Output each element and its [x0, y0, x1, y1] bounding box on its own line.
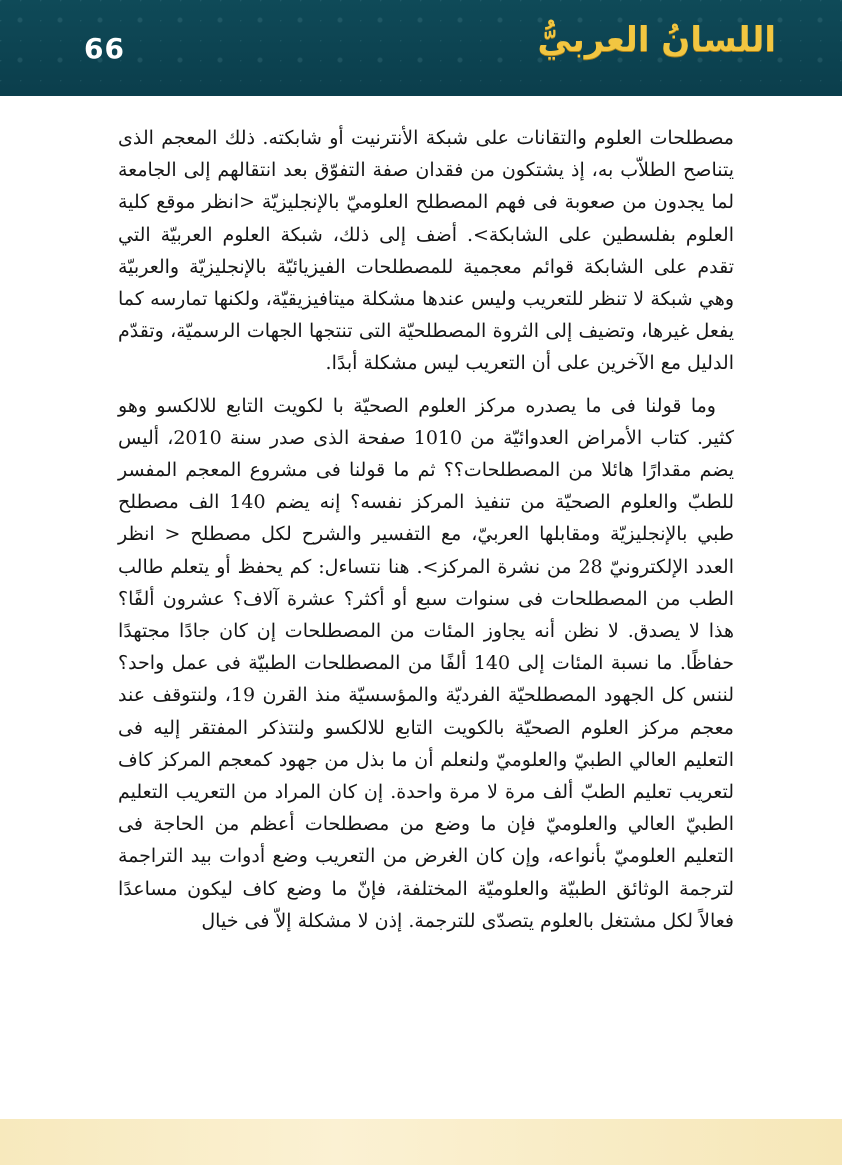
page-number: 66	[84, 32, 125, 65]
paragraph-2: وما قولنا فى ما يصدره مركز العلوم الصحيّة با لكويت التابع للالكسو وهو كثير. كتاب الأمراض العدوائيّة من 1010 صفحة الذى صدر سنة 2010، أليس يضم مقدارًا هائلا من المصطلحات؟؟ ثم ما قولنا فى مشروع المعجم المفسر للطبّ والعلوم الصحيّة من تنفيذ المركز نفسه؟ إنه يضم 140 الف مصطلح طبي بالإنجليزيّة ومقابلها العربيّ، مع التفسير والشرح لكل مصطلح < انظر العدد الإلكترونيّ 28 من نشرة المركز>. هنا نتساءل: كم يحفظ أو يتعلم طالب الطب من المصطلحات فى سنوات سبع أو أكثر؟ عشرة آلاف؟ عشرون ألفًا؟ هذا لا يصدق. لا نظن أنه يجاوز المئات من المصطلحات إن كان جادًا مجتهدًا حفاظًا. ما نسبة المئات إلى 140 ألفًا من المصطلحات الطبيّة فى عمل واحد؟ لننس كل الجهود المصطلحيّة الفرديّة والمؤسسيّة منذ القرن 19، ولنتوقف عند معجم مركز العلوم الصحيّة بالكويت التابع للالكسو ولنتذكر المفتقر إليه فى التعليم العالي الطبيّ والعلوميّ ولنعلم أن ما بذل من جهود كمعجم المركز كاف لتعريب تعليم الطبّ ألف مرة لا مرة واحدة. إن كان المراد من التعريب التعليم الطبيّ العالي والعلوميّ فإن ما وضع من مصطلحات أعظم من الحاجة فى التعليم العلوميّ بأنواعه، وإن كان الغرض من التعريب وضع أدوات بيد التراجمة لترجمة الوثائق الطبيّة والعلوميّة المختلفة، فإنّ ما وضع كاف ليكون مساعدًا فعالاً لكل مشتغل بالعلوم يتصدّى للترجمة. إذن لا مشكلة إلاّ فى خيال	[118, 394, 734, 932]
journal-logo: اللسانُ العربيُّ	[537, 20, 776, 60]
article-body	[118, 122, 734, 937]
paragraph-1: مصطلحات العلوم والتقانات على شبكة الأنترنيت أو شابكته. ذلك المعجم الذى يتناصح الطلاّب به، إذ يشتكون من فقدان صفة التفوّق بعد انتقالهم إلى الجامعة لما يجدون من صعوبة فى فهم المصطلح العلوميّ بالإنجليزيّة <انظر موقع كلية العلوم بفلسطين على الشابكة>. أضف إلى ذلك، شبكة العلوم العربيّة التي تقدم على الشابكة قوائم معجمية للمصطلحات الفيزيائيّة بالإنجليزيّة والعربيّة وهي شبكة لا تنظر للتعريب وليس عندها مشكلة ميتافيزيقيّة، ولكنها تمارسه كما يفعل غيرها، وتضيف إلى الثروة المصطلحيّة التى تنتجها الجهات الرسميّة، وتقدّم الدليل مع الآخرين على أن التعريب ليس مشكلة أبدًا.	[118, 127, 734, 375]
page-footer	[0, 1119, 842, 1165]
page-header	[0, 0, 842, 96]
